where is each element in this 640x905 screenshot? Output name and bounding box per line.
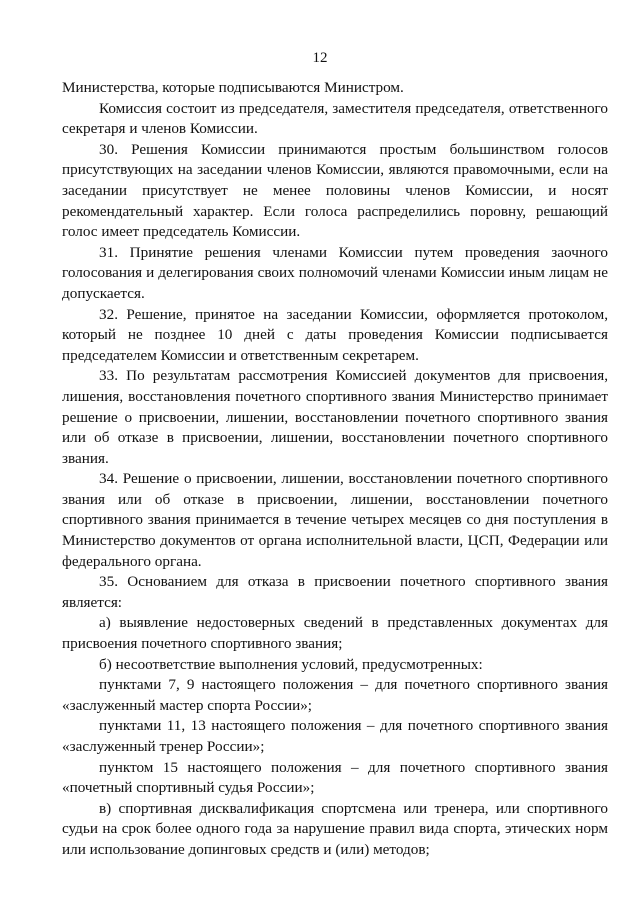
paragraph-commission-composition: Комиссия состоит из председателя, заместителя председателя, ответственного секретаря и членов Комиссии. bbox=[62, 99, 608, 138]
paragraph-item-35-b-1: пунктами 7, 9 настоящего положения – для почетного спортивного звания «заслуженный мастер спорта России»; bbox=[62, 676, 608, 714]
paragraph-item-30: 30. Решения Комиссии принимаются простым большинством голосов присутствующих на заседании членов Комиссии, являются правомочными, если на заседании присутствует не менее половины членов Комиссии, и носят рекомендательный характер. Если голоса распределились поровну, решающий голос имеет председатель Комиссии. bbox=[62, 140, 608, 241]
paragraph-item-35-v: в) спортивная дисквалификация спортсмена или тренера, или спортивного судьи на срок более одного года за нарушение правил вида спорта, этических норм или использование допинговых средств и (или) методов; bbox=[62, 799, 608, 858]
paragraph-item-34: 34. Решение о присвоении, лишении, восстановлении почетного спортивного звания или об отказе в присвоении, лишении, восстановлении почетного спортивного звания принимается в течение четырех месяцев со дня поступления в Министерство документов от органа исполнительной власти, ЦСП, Федерации или федерального органа. bbox=[62, 470, 608, 570]
paragraph-item-35-b-2: пунктами 11, 13 настоящего положения – для почетного спортивного звания «заслуженный тренер России»; bbox=[62, 717, 608, 755]
paragraph-item-31: 31. Принятие решения членами Комиссии путем проведения заочного голосования и делегирования своих полномочий членами Комиссии иным лицам не допускается. bbox=[62, 243, 608, 302]
paragraph-continuation: Министерства, которые подписываются Министром. bbox=[62, 79, 404, 96]
paragraph-item-35: 35. Основанием для отказа в присвоении почетного спортивного звания является: bbox=[62, 573, 608, 611]
paragraph-item-35-a: а) выявление недостоверных сведений в представленных документах для присвоения почетного спортивного звания; bbox=[62, 614, 608, 653]
document-body bbox=[62, 78, 608, 861]
paragraph-item-32: 32. Решение, принятое на заседании Комиссии, оформляется протоколом, который не позднее 10 дней с даты проведения Комиссии подписывается председателем Комиссии и ответственным секретарем. bbox=[62, 305, 608, 364]
page-number: 12 bbox=[312, 50, 328, 66]
paragraph-item-35-b: б) несоответствие выполнения условий, предусмотренных: bbox=[99, 655, 483, 673]
paragraph-item-33: 33. По результатам рассмотрения Комиссией документов для присвоения, лишения, восстановления почетного спортивного звания Министерство принимает решение о присвоении, лишении, восстановлении почетного спортивного звания или об отказе в присвоении, лишении, восстановлении почетного спортивного звания. bbox=[62, 367, 608, 467]
paragraph-item-35-b-3: пунктом 15 настоящего положения – для почетного спортивного звания «почетный спортивный судья России»; bbox=[62, 758, 608, 797]
